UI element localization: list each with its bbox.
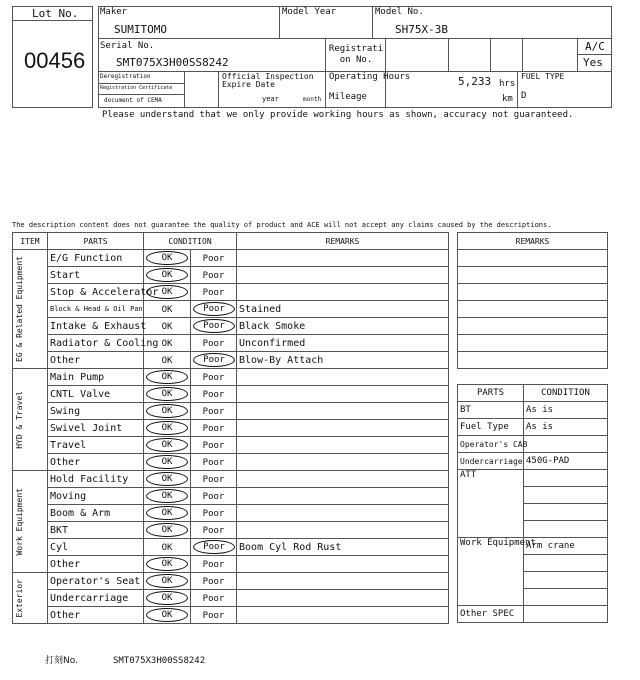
disclaimer: The description content does not guarantee the quality of product and ACE will not accept any claims caused by the descriptions. (12, 221, 552, 229)
poor-option: Poor (202, 287, 225, 298)
poor-circled: Poor (193, 540, 235, 554)
ok-option: OK (161, 542, 173, 553)
poor-option: Poor (202, 491, 225, 502)
spec-row (458, 453, 608, 470)
ok-cell (144, 573, 191, 590)
condition-header: CONDITION (144, 233, 237, 250)
ok-cell (144, 403, 191, 420)
spec-condition (524, 572, 608, 589)
ok-cell (144, 301, 191, 318)
part-name: CNTL Valve (48, 386, 144, 403)
ok-cell (144, 352, 191, 369)
poor-option: Poor (202, 457, 225, 468)
fuel-type-value: D (521, 91, 527, 101)
poor-option: Poor (202, 610, 225, 621)
spec-part: BT (458, 402, 524, 419)
ok-cell (144, 488, 191, 505)
poor-cell (191, 352, 237, 369)
part-name: Other (48, 454, 144, 471)
ok-option: OK (161, 338, 173, 349)
remarks-side-header: REMARKS (458, 233, 608, 250)
maker-value: SUMITOMO (114, 23, 167, 36)
spec-row (458, 419, 608, 436)
remarks-side-cell (458, 301, 608, 318)
part-name: Swing (48, 403, 144, 420)
model-no-value: SH75X-3B (395, 23, 448, 36)
mileage-label: Mileage (329, 92, 367, 102)
poor-option: Poor (202, 576, 225, 587)
spec-condition: As is (524, 419, 608, 436)
item-group-label: Exterior (15, 578, 24, 618)
poor-cell (191, 250, 237, 267)
part-name: BKT (48, 522, 144, 539)
table-row (13, 301, 449, 318)
remark (237, 607, 449, 624)
spec-row (458, 470, 608, 487)
remark (237, 386, 449, 403)
ok-cell (144, 335, 191, 352)
remark (237, 420, 449, 437)
remarks-side-cell (458, 284, 608, 301)
spec-row (458, 436, 608, 453)
inspection-label: Official Inspection Expire Date (222, 72, 314, 89)
ok-circled: OK (146, 421, 188, 435)
ok-circled: OK (146, 387, 188, 401)
ok-option: OK (161, 321, 173, 332)
ok-circled: OK (146, 438, 188, 452)
remark (237, 488, 449, 505)
ok-circled: OK (146, 285, 188, 299)
table-row (13, 471, 449, 488)
poor-option: Poor (202, 389, 225, 400)
remarks-side-cell (458, 352, 608, 369)
hours-note: Please understand that we only provide working hours as shown, accuracy not guaranteed. (102, 110, 574, 120)
remarks-side-cell (458, 250, 608, 267)
registration-certificate-label: Registration Certificate (100, 85, 173, 91)
item-group-label: Work Equipment (15, 487, 24, 556)
remark (237, 250, 449, 267)
spec-condition: As is (524, 402, 608, 419)
part-name: Stop & Accelerator (48, 284, 144, 301)
item-group (13, 471, 48, 573)
spec-table (457, 384, 608, 623)
poor-option: Poor (202, 559, 225, 570)
remark (237, 454, 449, 471)
table-row (13, 454, 449, 471)
table-header (13, 233, 449, 250)
remark: Black Smoke (237, 318, 449, 335)
ok-cell (144, 420, 191, 437)
ok-circled: OK (146, 404, 188, 418)
remarks-side-cell (458, 318, 608, 335)
remark (237, 573, 449, 590)
poor-cell (191, 369, 237, 386)
hours-label: Operating Hours (329, 72, 411, 82)
remark (237, 471, 449, 488)
poor-option: Poor (202, 593, 225, 604)
table-row (13, 267, 449, 284)
part-name: Main Pump (48, 369, 144, 386)
remarks-side-row (458, 318, 608, 335)
spec-condition (524, 470, 608, 487)
remarks-side-row (458, 267, 608, 284)
spec-condition (524, 436, 608, 453)
item-header: ITEM (13, 233, 48, 250)
ok-circled: OK (146, 523, 188, 537)
remark (237, 267, 449, 284)
lot-number: 00456 (24, 48, 86, 73)
poor-cell (191, 267, 237, 284)
remark: Boom Cyl Rod Rust (237, 539, 449, 556)
poor-option: Poor (202, 508, 225, 519)
remark: Stained (237, 301, 449, 318)
ok-circled: OK (146, 489, 188, 503)
poor-cell (191, 437, 237, 454)
item-group (13, 250, 48, 369)
ok-cell (144, 318, 191, 335)
remark (237, 284, 449, 301)
poor-cell (191, 522, 237, 539)
spec-row (458, 402, 608, 419)
table-row (13, 539, 449, 556)
part-name: Block & Head & Oil Pan (48, 301, 144, 318)
maker-label: Maker (100, 7, 128, 17)
part-name: Start (48, 267, 144, 284)
registration-label: Registrati on No. (328, 44, 384, 65)
spec-condition (524, 589, 608, 606)
part-name: Operator's Seat (48, 573, 144, 590)
table-row (13, 369, 449, 386)
poor-option: Poor (202, 423, 225, 434)
remarks-side-cell (458, 335, 608, 352)
table-row (13, 573, 449, 590)
table-row (13, 607, 449, 624)
ok-circled: OK (146, 574, 188, 588)
poor-cell (191, 505, 237, 522)
hours-value: 5,233 (458, 75, 492, 88)
table-row (13, 556, 449, 573)
poor-cell (191, 488, 237, 505)
spec-condition (524, 504, 608, 521)
footer-label: 打刻No. (45, 656, 78, 666)
ok-circled: OK (146, 591, 188, 605)
table-row (13, 284, 449, 301)
remark (237, 369, 449, 386)
ok-cell (144, 590, 191, 607)
part-name: Travel (48, 437, 144, 454)
spec-row (458, 538, 608, 555)
year-label: year (262, 95, 279, 103)
poor-cell (191, 590, 237, 607)
spec-condition (524, 487, 608, 504)
remarks-side-row (458, 352, 608, 369)
spec-row (458, 606, 608, 623)
spec-part: Undercarriage (458, 453, 524, 470)
spec-condition (524, 521, 608, 538)
poor-circled: Poor (193, 302, 235, 316)
table-row (13, 505, 449, 522)
ok-cell (144, 505, 191, 522)
item-group-label: HYD & Travel (15, 390, 24, 449)
poor-circled: Poor (193, 353, 235, 367)
table-row (13, 403, 449, 420)
poor-option: Poor (202, 474, 225, 485)
ok-cell (144, 437, 191, 454)
part-name: Intake & Exhaust (48, 318, 144, 335)
table-row (13, 420, 449, 437)
remarks-header: REMARKS (237, 233, 449, 250)
model-year-label: Model Year (282, 7, 337, 17)
table-row (13, 318, 449, 335)
remark: Unconfirmed (237, 335, 449, 352)
remarks-side-row (458, 335, 608, 352)
poor-cell (191, 573, 237, 590)
serial-value: SMT075X3H00SS8242 (116, 56, 229, 69)
part-name: Cyl (48, 539, 144, 556)
spec-condition (524, 555, 608, 572)
part-name: Moving (48, 488, 144, 505)
cema-label: document of CEMA (104, 97, 162, 104)
ok-cell (144, 522, 191, 539)
poor-cell (191, 471, 237, 488)
inspection-table (12, 232, 449, 624)
spec-parts-header: PARTS (458, 385, 524, 402)
poor-cell (191, 284, 237, 301)
ok-circled: OK (146, 608, 188, 622)
item-group (13, 369, 48, 471)
poor-cell (191, 454, 237, 471)
ok-cell (144, 284, 191, 301)
fuel-type-label: FUEL TYPE (521, 72, 565, 81)
part-name: Hold Facility (48, 471, 144, 488)
part-name: Undercarriage (48, 590, 144, 607)
poor-cell (191, 318, 237, 335)
spec-condition-header: CONDITION (524, 385, 608, 402)
remark (237, 556, 449, 573)
serial-label: Serial No. (100, 41, 155, 51)
ok-circled: OK (146, 251, 188, 265)
model-no-label: Model No. (375, 7, 424, 17)
hours-unit: hrs (499, 79, 516, 89)
ok-cell (144, 556, 191, 573)
poor-cell (191, 556, 237, 573)
ac-value: Yes (583, 56, 603, 69)
km-unit: km (502, 94, 513, 104)
remarks-side-table (457, 232, 608, 369)
poor-option: Poor (202, 270, 225, 281)
ok-circled: OK (146, 557, 188, 571)
table-row (13, 335, 449, 352)
poor-cell (191, 539, 237, 556)
remarks-side-row (458, 301, 608, 318)
part-name: Other (48, 607, 144, 624)
spec-part: Operator's CAB (458, 436, 524, 453)
poor-circled: Poor (193, 319, 235, 333)
poor-option: Poor (202, 406, 225, 417)
part-name: Swivel Joint (48, 420, 144, 437)
item-group-label: EG & Related Equipment (15, 256, 24, 362)
table-row (13, 488, 449, 505)
part-name: E/G Function (48, 250, 144, 267)
poor-option: Poor (202, 525, 225, 536)
ok-cell (144, 607, 191, 624)
remark (237, 505, 449, 522)
month-label: month (303, 96, 322, 103)
table-row (13, 352, 449, 369)
ac-label: A/C (585, 40, 605, 53)
part-name: Other (48, 556, 144, 573)
spec-part: ATT (458, 470, 524, 538)
spec-condition (524, 606, 608, 623)
table-row (13, 522, 449, 539)
ok-cell (144, 539, 191, 556)
table-row (13, 250, 449, 267)
spec-part: Other SPEC (458, 606, 524, 623)
parts-header: PARTS (48, 233, 144, 250)
footer-serial: SMT075X3H00SS8242 (113, 656, 206, 666)
ok-cell (144, 369, 191, 386)
table-row (13, 590, 449, 607)
poor-option: Poor (202, 253, 225, 264)
ok-option: OK (161, 304, 173, 315)
remarks-side-cell (458, 267, 608, 284)
remark (237, 437, 449, 454)
remark (237, 590, 449, 607)
ok-circled: OK (146, 506, 188, 520)
ok-cell (144, 267, 191, 284)
ok-option: OK (161, 355, 173, 366)
poor-cell (191, 301, 237, 318)
poor-option: Poor (202, 440, 225, 451)
part-name: Radiator & Cooling (48, 335, 144, 352)
ok-circled: OK (146, 268, 188, 282)
ok-circled: OK (146, 370, 188, 384)
poor-cell (191, 403, 237, 420)
remarks-side-row (458, 250, 608, 267)
ok-cell (144, 454, 191, 471)
part-name: Other (48, 352, 144, 369)
table-row (13, 437, 449, 454)
item-group (13, 573, 48, 624)
spec-condition: Arm crane (524, 538, 608, 555)
poor-cell (191, 607, 237, 624)
poor-option: Poor (202, 372, 225, 383)
lot-label: Lot No. (32, 7, 79, 20)
poor-cell (191, 335, 237, 352)
remark (237, 403, 449, 420)
ok-circled: OK (146, 472, 188, 486)
spec-part: Fuel Type (458, 419, 524, 436)
remark: Blow-By Attach (237, 352, 449, 369)
deregistration-label: Deregistration (100, 73, 151, 80)
poor-cell (191, 420, 237, 437)
poor-option: Poor (202, 338, 225, 349)
ok-circled: OK (146, 455, 188, 469)
remark (237, 522, 449, 539)
ok-cell (144, 250, 191, 267)
part-name: Boom & Arm (48, 505, 144, 522)
ok-cell (144, 471, 191, 488)
spec-part: Work Equipment (458, 538, 524, 606)
ok-cell (144, 386, 191, 403)
poor-cell (191, 386, 237, 403)
table-row (13, 386, 449, 403)
remarks-side-row (458, 284, 608, 301)
spec-condition: 450G-PAD (524, 453, 608, 470)
